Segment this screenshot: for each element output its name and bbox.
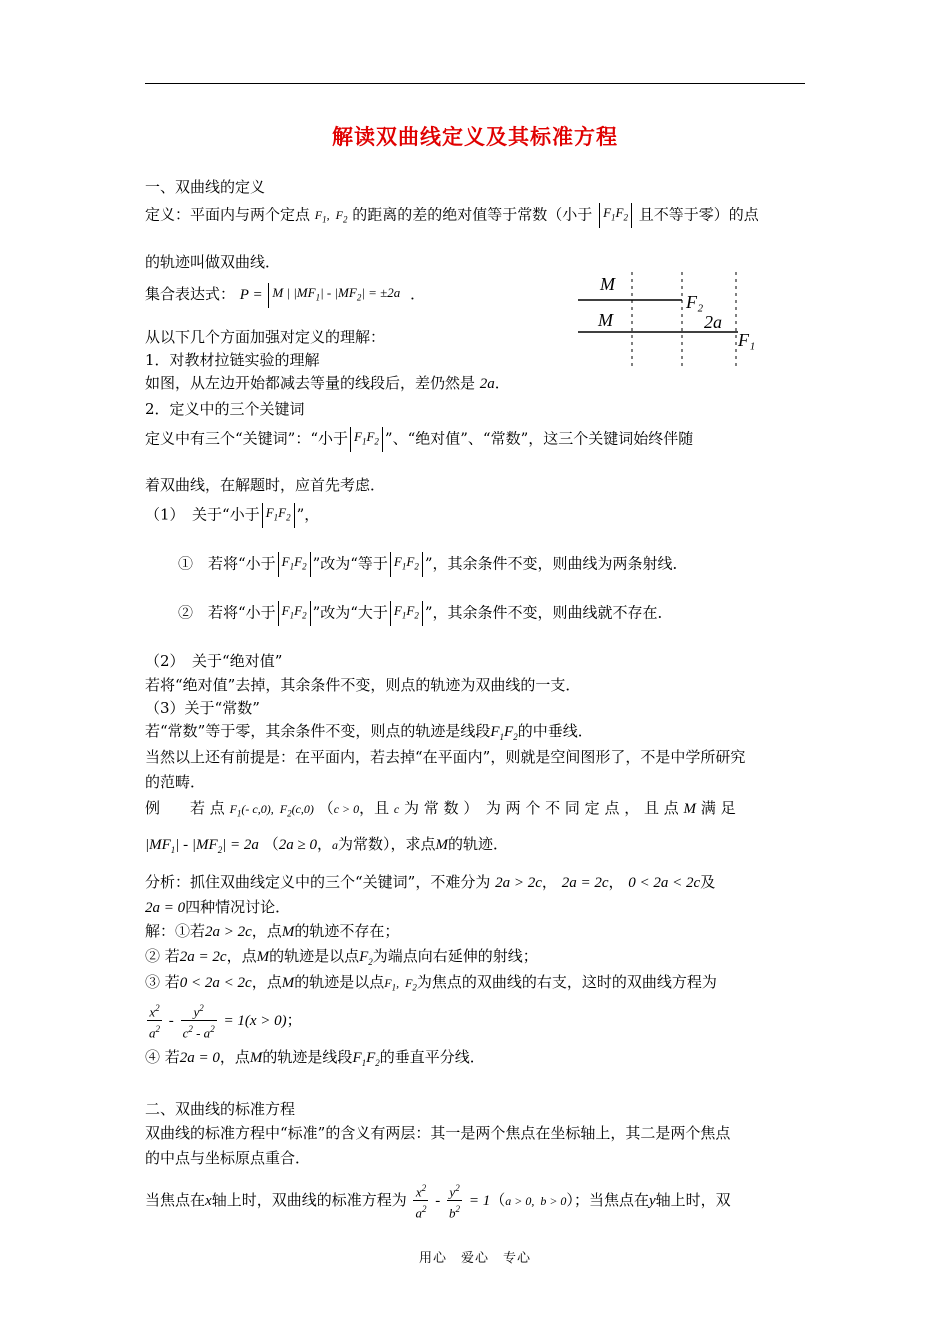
- formula: 2a: [479, 376, 495, 392]
- solution-case3: [145, 971, 717, 998]
- formula: $\frac{y^2}{b^2}$: [447, 1180, 462, 1222]
- text: ，点: [251, 922, 282, 940]
- formula: M: [256, 949, 270, 965]
- formula: = 1: [468, 1192, 491, 1209]
- formula: M: [281, 924, 295, 940]
- analysis-line-1: 分析：抓住双曲线定义中的三个“关键词”，不难分为 2a > 2c， 2a = 2c， 0 < 2a < 2c及: [145, 873, 716, 891]
- section2-text-3: 当焦点在x轴上时，双曲线的标准方程为 $\frac{x^2}{a^2}$ - $\frac{y^2}{b^2}$ = 1（a > 0, b > 0）；当焦点在y轴上时，双: [145, 1180, 731, 1222]
- text: 且不等于零）的点: [638, 205, 759, 224]
- formula: $F_1$, $F_2$: [314, 208, 348, 225]
- formula: 2a > 2c: [205, 924, 252, 940]
- text: 的轨迹不存在；: [294, 922, 400, 940]
- premise-line-1: 当然以上还有前提是：在平面内，若去掉“在平面内”，则就是空间图形了，不是中学所研究: [145, 748, 746, 766]
- text: ”改为“等于: [312, 554, 388, 573]
- zipper-diagram: [570, 270, 770, 375]
- formula: $F_1F_2$: [352, 1050, 380, 1068]
- text: ，点: [251, 973, 282, 991]
- text: ① 若将“小于: [178, 554, 276, 573]
- page-title: 解读双曲线定义及其标准方程: [332, 125, 618, 149]
- premise-line-2: 的范畴．: [145, 773, 206, 791]
- formula: M: [281, 975, 295, 991]
- formula: $F_1F_2$: [390, 552, 423, 577]
- point2-text-1: [145, 427, 693, 452]
- text: ③ 若: [145, 973, 180, 991]
- keyword1-case2: [178, 601, 673, 626]
- formula: $F_1(-$ c,0), $F_2(c,0)$: [229, 802, 314, 819]
- formula: $F_1F_2$: [599, 203, 632, 228]
- text: 集合表达式：: [145, 285, 236, 303]
- section2-text-1: 双曲线的标准方程中“标准”的含义有两层：其一是两个焦点在坐标轴上，其二是两个焦点: [145, 1124, 731, 1142]
- text: 轴上时，双曲线的标准方程为: [211, 1190, 407, 1209]
- formula: P = M | $|MF_1| - |MF_2| = \pm 2a$: [240, 287, 406, 303]
- formula: y: [648, 1192, 656, 1209]
- example-line-1: 例 若 点 $F_1(-$ c,0), $F_2(c,0) (c > 0$，且 c 为 常 数 ） 为 两 个 不 同 定 点 ， 且 点 M 满 足: [145, 799, 736, 819]
- formula: $F_1F_2$: [390, 601, 423, 626]
- definition-line-1: [145, 203, 759, 231]
- formula: 2a = 2c: [179, 949, 227, 965]
- text: ”，其余条件不变，则曲线就不存在．: [424, 603, 673, 622]
- text: ”改为“大于: [312, 603, 388, 622]
- formula: $F_1F_2$: [262, 503, 295, 528]
- formula: a > 0, b > 0: [505, 1193, 567, 1208]
- keyword2-text: 若将“绝对值”去掉，其余条件不变，则点的轨迹为双曲线的一支．: [145, 676, 581, 694]
- text: 为端点向右延伸的射线；: [372, 947, 538, 965]
- formula: $F_1F_2$: [490, 724, 518, 742]
- text: 定义：平面内与两个定点: [145, 205, 311, 224]
- formula: $F_1F_2$: [278, 552, 311, 577]
- label-f1: F₁: [738, 330, 756, 350]
- text: 的中垂线．: [517, 722, 593, 740]
- formula: a: [331, 838, 338, 852]
- text: 的轨迹是线段: [262, 1048, 353, 1066]
- formula: $F_1F_2$: [350, 427, 383, 452]
- formula: = 1(x > 0): [223, 1012, 287, 1029]
- formula: M: [683, 801, 697, 817]
- intro-line: 从以下几个方面加强对定义的理解：: [145, 328, 386, 346]
- keyword1-label: [145, 503, 319, 528]
- formula: c: [393, 802, 400, 816]
- text: ”、“绝对值”、“常数”，这三个关键词始终伴随: [384, 429, 694, 448]
- formula: $\frac{x^2}{a^2}$: [147, 1000, 162, 1042]
- text: 的距离的差的绝对值等于常数（小于: [352, 205, 593, 224]
- formula: x: [205, 1192, 212, 1209]
- label-m-upper: M: [600, 274, 615, 294]
- label-2a: 2a: [704, 312, 722, 332]
- point2-heading: 2．定义中的三个关键词: [145, 400, 305, 418]
- section1-heading: 一、双曲线的定义: [145, 178, 266, 196]
- analysis-line-2: [145, 896, 290, 919]
- definition-line-2: 的轨迹叫做双曲线．: [145, 253, 281, 271]
- solution-case1: [145, 920, 399, 943]
- text: （1） 关于“小于: [145, 505, 260, 524]
- text: ，点: [219, 1048, 250, 1066]
- section2-text-2: 的中点与坐标原点重合．: [145, 1149, 311, 1167]
- example-line-2: $|MF_1| - |MF_2| = 2a$ （2a ≥ 0，a为常数），求点M的轨迹．: [145, 835, 509, 855]
- formula: $|MF_1| - |MF_2| = 2a$: [145, 837, 259, 855]
- solution-case4: [145, 1046, 485, 1074]
- formula: $F_1$, $F_2$: [384, 976, 417, 993]
- text: 如图，从左边开始都减去等量的线段后，差仍然是: [145, 374, 476, 392]
- point1-text: 如图，从左边开始都减去等量的线段后，差仍然是 2a．: [145, 374, 510, 392]
- formula: 2a = 0: [179, 1050, 220, 1066]
- keyword1-case1: [178, 552, 688, 577]
- header-rule: [145, 83, 805, 84]
- solution-case2: [145, 945, 538, 973]
- text: ；当焦点在: [573, 1190, 649, 1209]
- formula: 0 < 2a < 2c: [179, 975, 252, 991]
- formula: 2a = 2c: [561, 875, 609, 891]
- keyword3-label: （3）关于“常数”: [145, 699, 260, 717]
- formula: c > 0: [333, 802, 360, 816]
- formula: $F_1F_2$: [278, 601, 311, 626]
- text: 当焦点在: [145, 1190, 206, 1209]
- text: 的轨迹．: [448, 835, 509, 853]
- keyword3-text: [145, 720, 593, 748]
- text: 的轨迹是以点: [269, 947, 360, 965]
- text: 满 足: [700, 799, 736, 817]
- point1-heading: 1．对教材拉链实验的理解: [145, 351, 320, 369]
- label-m-lower: M: [598, 310, 613, 330]
- text: ④ 若: [145, 1048, 180, 1066]
- text: ，点: [226, 947, 257, 965]
- text: ”，其余条件不变，则曲线为两条射线．: [424, 554, 688, 573]
- solution-equation: $\frac{x^2}{a^2}$ - $\frac{y^2}{c^2 - a^2}$ = 1(x > 0)；: [145, 1000, 302, 1042]
- set-expression: 集合表达式： P = M | $|MF_1| - |MF_2| = \pm 2a$ ．: [145, 283, 425, 308]
- formula: 2a = 0: [145, 900, 186, 916]
- text: 轴上时，双: [655, 1190, 731, 1209]
- formula: $F_2$: [359, 949, 373, 967]
- formula: M: [249, 1050, 263, 1066]
- formula: $\frac{x^2}{a^2}$: [413, 1180, 428, 1222]
- text: 定义中有三个“关键词”：“小于: [145, 429, 349, 448]
- formula: M: [435, 837, 448, 853]
- text: ② 若: [145, 947, 180, 965]
- text: 为 常 数 ） 为 两 个 不 同 定 点 ， 且 点: [404, 799, 679, 817]
- section2-heading: 二、双曲线的标准方程: [145, 1100, 296, 1118]
- formula: 0 < 2a < 2c: [628, 875, 701, 891]
- text: 解：①若: [145, 922, 206, 940]
- text: ”，: [296, 505, 320, 524]
- label-f2: F₂: [686, 292, 704, 312]
- text: 若“常数”等于零，其余条件不变，则点的轨迹是线段: [145, 722, 491, 740]
- text: 分析：抓住双曲线定义中的三个“关键词”，不难分为: [145, 873, 491, 891]
- text: 为焦点的双曲线的右支，这时的双曲线方程为: [416, 973, 717, 991]
- text: 的轨迹是以点: [294, 973, 385, 991]
- formula: $\frac{y^2}{c^2 - a^2}$: [181, 1000, 217, 1042]
- text: ，且: [359, 799, 390, 817]
- point2-text-2: 着双曲线，在解题时，应首先考虑．: [145, 476, 386, 494]
- text: 为常数），求点: [337, 835, 436, 853]
- text: ② 若将“小于: [178, 603, 276, 622]
- text: 的垂直平分线．: [379, 1048, 485, 1066]
- text: 四种情况讨论．: [185, 898, 291, 916]
- footer: 用心 爱心 专心: [418, 1251, 531, 1266]
- keyword2-label: （2） 关于“绝对值”: [145, 652, 283, 670]
- formula: 2a ≥ 0: [278, 837, 317, 853]
- text: 例 若 点: [145, 799, 225, 817]
- formula: 2a > 2c: [495, 875, 542, 891]
